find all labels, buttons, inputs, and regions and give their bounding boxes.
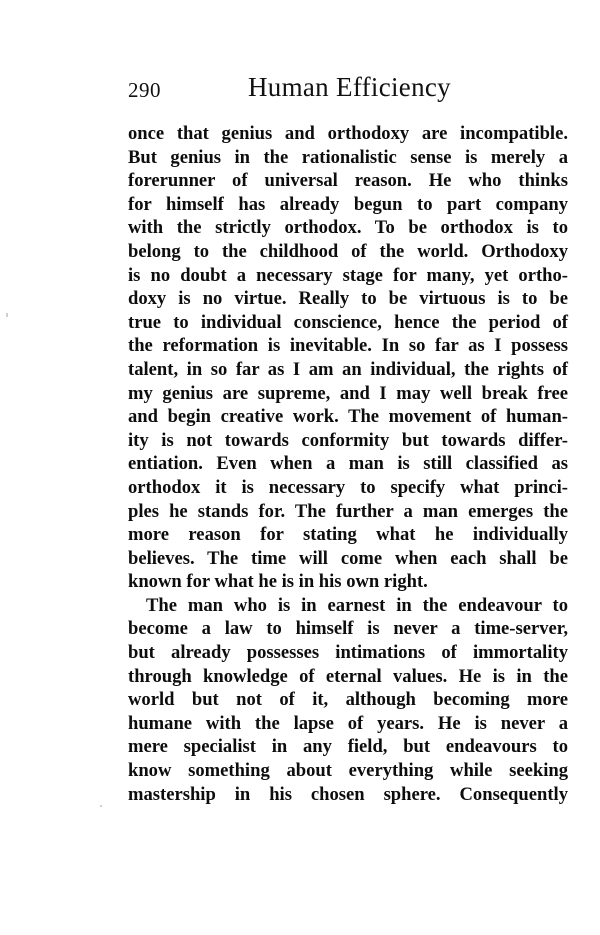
text-line: my genius are supreme, and I may well break free: [128, 382, 568, 404]
running-title: Human Efficiency: [248, 72, 451, 102]
text-line: known for what he is in his own right.: [128, 571, 428, 593]
text-line: for himself has already begun to part company: [128, 193, 568, 215]
paragraph-2: [128, 594, 568, 806]
text-line: belong to the childhood of the world. Orthodoxy: [128, 240, 568, 262]
text-line: world but not of it, although becoming more: [128, 689, 568, 711]
text-line: know something about everything while seeking: [128, 760, 568, 782]
text-line: but already possesses intimations of immortality: [128, 642, 568, 664]
text-line: doxy is no virtue. Really to be virtuous is to be: [128, 288, 568, 310]
text-line: ples he stands for. The further a man emerges the: [128, 500, 568, 522]
paragraph-1: [128, 122, 568, 594]
scan-speck: [6, 313, 8, 317]
text-line: believes. The time will come when each shall be: [128, 547, 568, 569]
text-line: through knowledge of eternal values. He is in the: [128, 665, 568, 687]
text-line: orthodox it is necessary to specify what princi-: [128, 476, 568, 498]
text-line: mastership in his chosen sphere. Consequently: [128, 783, 568, 805]
text-line: is no doubt a necessary stage for many, yet ortho-: [128, 264, 568, 286]
text-line: and begin creative work. The movement of human-: [128, 406, 568, 428]
text-line: the reformation is inevitable. In so far as I possess: [128, 335, 568, 357]
text-line: more reason for stating what he individually: [128, 524, 568, 546]
page-number: 290: [128, 78, 161, 102]
text-line: talent, in so far as I am an individual, the rights of: [128, 358, 568, 380]
text-line: humane with the lapse of years. He is never a: [128, 712, 568, 734]
text-line: mere specialist in any field, but endeavours to: [128, 736, 568, 758]
text-line: forerunner of universal reason. He who thinks: [128, 170, 568, 192]
text-line: ity is not towards conformity but towards differ-: [128, 429, 568, 451]
text-line: once that genius and orthodoxy are incompatible.: [128, 123, 568, 144]
text-line: become a law to himself is never a time-server,: [128, 618, 568, 640]
scan-speck: [100, 805, 102, 807]
body-text: [128, 122, 568, 806]
text-line: But genius in the rationalistic sense is merely a: [128, 146, 568, 168]
text-line: with the strictly orthodox. To be orthodox is to: [128, 217, 568, 239]
running-head: [128, 72, 568, 104]
text-line: true to individual conscience, hence the period of: [128, 311, 568, 333]
text-line: The man who is in earnest in the endeavour to: [146, 594, 568, 616]
text-line: entiation. Even when a man is still classified as: [128, 453, 568, 475]
